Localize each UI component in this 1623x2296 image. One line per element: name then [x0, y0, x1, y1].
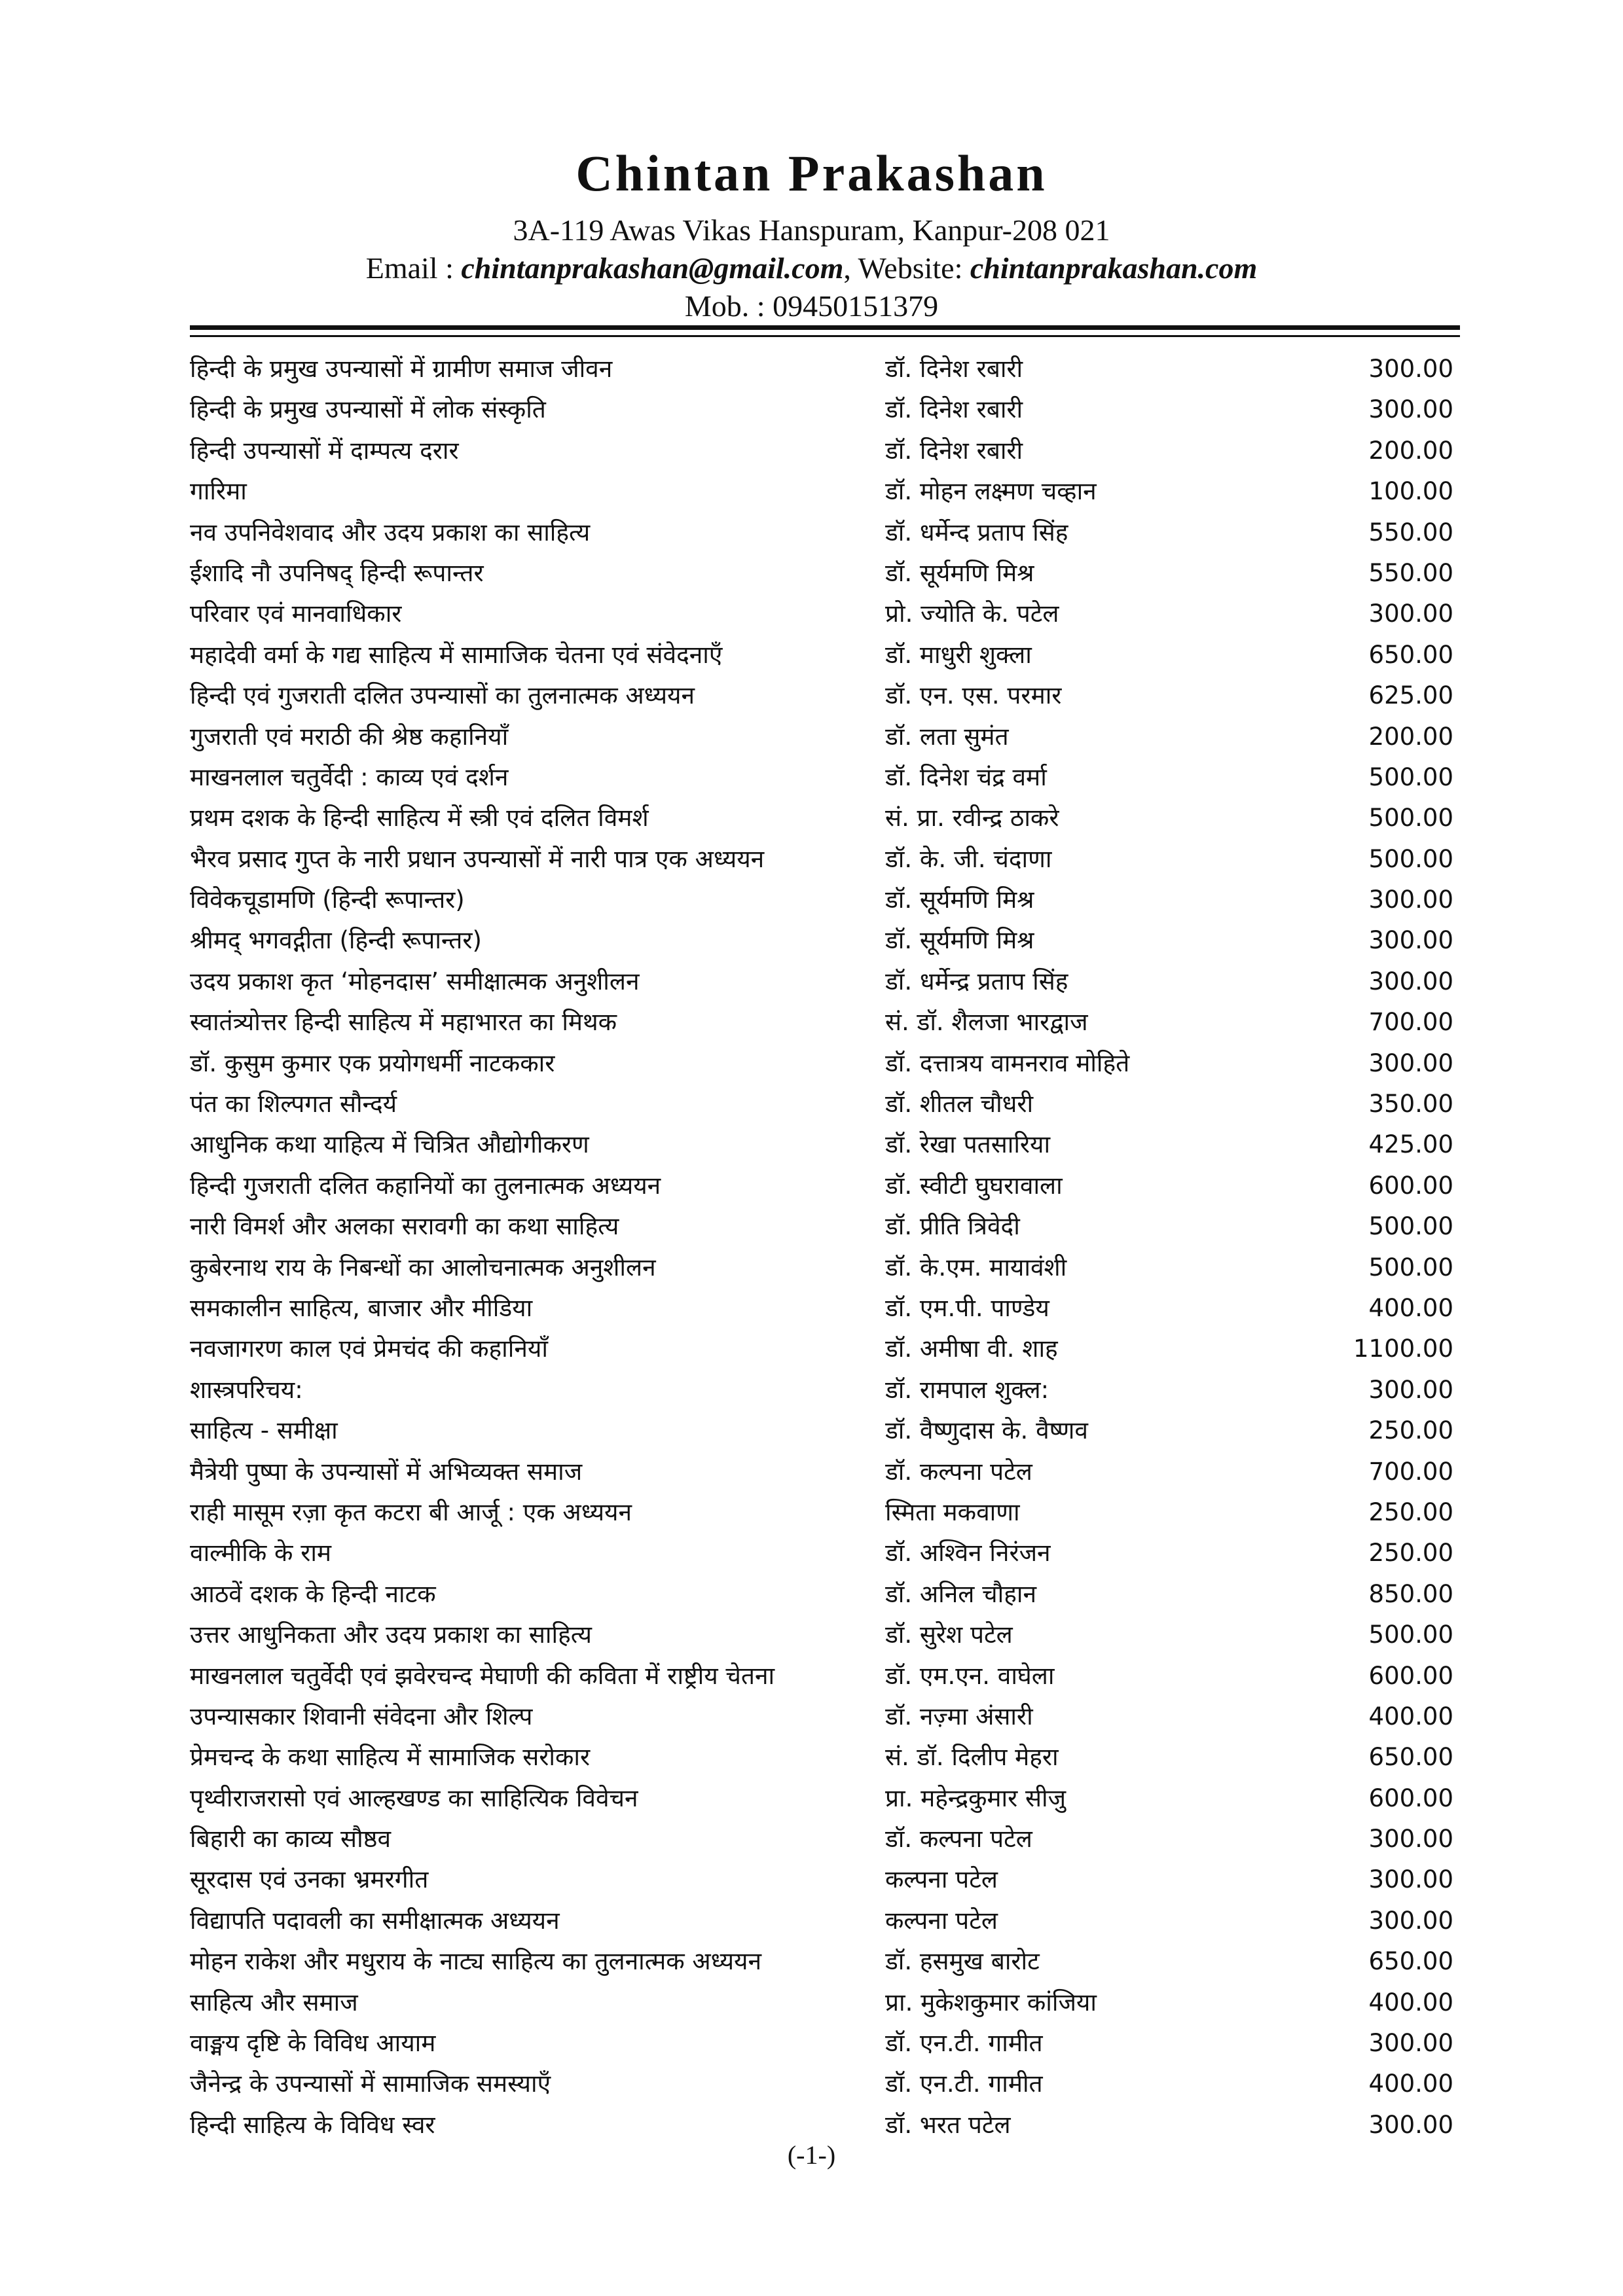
book-row	[190, 839, 1460, 880]
publisher-name: Chintan Prakashan	[575, 145, 1048, 202]
book-title: शास्त्रपरिचय:	[190, 1375, 303, 1404]
book-author: डॉ. भरत पटेल	[885, 2110, 1011, 2139]
book-price: 850.00	[1368, 1579, 1453, 1608]
book-author: डॉ. अश्विन निरंजन	[885, 1539, 1051, 1568]
book-row	[190, 635, 1460, 675]
book-price: 400.00	[1368, 2070, 1453, 2098]
book-title: हिन्दी साहित्य के विविध स्वर	[190, 2110, 435, 2139]
book-row	[190, 2064, 1460, 2104]
book-row	[190, 2023, 1460, 2064]
book-row	[190, 717, 1460, 757]
book-title: पंत का शिल्पगत सौन्दर्य	[190, 1090, 397, 1119]
book-row	[190, 594, 1460, 634]
book-row	[190, 1370, 1460, 1410]
book-price: 250.00	[1368, 1539, 1453, 1568]
book-price: 400.00	[1368, 1293, 1453, 1322]
book-title: सूरदास एवं उनका भ्रमरगीत	[190, 1865, 429, 1894]
book-author: डॉ. मोहन लक्ष्मण चव्हान	[885, 477, 1097, 506]
contact-line	[0, 249, 1623, 287]
book-title: माखनलाल चतुर्वेदी : काव्य एवं दर्शन	[190, 762, 509, 791]
book-author: डॉ. वैष्णुदास के. वैष्णव	[885, 1416, 1088, 1445]
book-author: डॉ. दिनेश रबारी	[885, 395, 1023, 424]
book-author: डॉ. सूर्यमणि मिश्र	[885, 886, 1034, 914]
book-list	[190, 349, 1460, 2145]
book-author: डॉ. दिनेश रबारी	[885, 355, 1023, 383]
book-author: डॉ. एम.एन. वाघेला	[885, 1661, 1055, 1690]
book-author: स्मिता मकवाणा	[885, 1498, 1020, 1526]
publisher-address: 3A-119 Awas Vikas Hanspuram, Kanpur-208 021	[513, 213, 1110, 247]
book-price: 500.00	[1368, 762, 1453, 791]
book-title: परिवार एवं मानवाधिकार	[190, 600, 402, 628]
book-row	[190, 1002, 1460, 1043]
book-row	[190, 1288, 1460, 1329]
book-price: 250.00	[1368, 1416, 1453, 1445]
book-price: 500.00	[1368, 1621, 1453, 1649]
book-title: जैनेन्द्र के उपन्यासों में सामाजिक समस्याएँ	[190, 2070, 551, 2098]
book-row	[190, 1492, 1460, 1533]
website-address: chintanprakashan.com	[970, 251, 1258, 285]
book-title: हिन्दी एवं गुजराती दलित उपन्यासों का तुलनात्मक अध्ययन	[190, 681, 695, 710]
book-author: डॉ. स्वीटी घुघरावाला	[885, 1171, 1063, 1200]
publisher-header	[0, 141, 1623, 325]
book-title: ईशादि नौ उपनिषद् हिन्दी रूपान्तर	[190, 558, 484, 587]
book-price: 300.00	[1368, 1906, 1453, 1935]
book-title: उदय प्रकाश कृत ‘मोहनदास’ समीक्षात्मक अनुशीलन	[190, 967, 640, 996]
book-row	[190, 1452, 1460, 1492]
book-author: डॉ. धर्मेन्द प्रताप सिंह	[885, 518, 1068, 547]
book-row	[190, 1778, 1460, 1819]
book-author: सं. प्रा. रवीन्द्र ठाकरे	[885, 804, 1059, 833]
book-row	[190, 1206, 1460, 1247]
book-title: हिन्दी गुजराती दलित कहानियों का तुलनात्मक अध्ययन	[190, 1171, 661, 1200]
book-row	[190, 1859, 1460, 1900]
book-price: 300.00	[1368, 1375, 1453, 1404]
book-title: साहित्य - समीक्षा	[190, 1416, 338, 1445]
book-author: डॉ. दिनेश रबारी	[885, 436, 1023, 465]
book-title: स्वातंत्र्योत्तर हिन्दी साहित्य में महाभारत का मिथक	[190, 1008, 617, 1037]
book-title: उत्तर आधुनिकता और उदय प्रकाश का साहित्य	[190, 1621, 592, 1649]
book-title: मैत्रेयी पुष्पा के उपन्यासों में अभिव्यक्त समाज	[190, 1457, 583, 1486]
website-label: Website:	[858, 251, 970, 285]
book-price: 200.00	[1368, 722, 1453, 751]
book-price: 400.00	[1368, 1988, 1453, 2017]
book-row	[190, 1615, 1460, 1655]
book-price: 600.00	[1368, 1661, 1453, 1690]
book-price: 700.00	[1368, 1008, 1453, 1037]
book-title: वाङ्मय दृष्टि के विविध आयाम	[190, 2029, 436, 2058]
book-author: डॉ. लता सुमंत	[885, 722, 1009, 751]
book-author: सं. डॉ. दिलीप मेहरा	[885, 1743, 1059, 1772]
email-label: Email :	[365, 251, 462, 285]
book-row	[190, 1574, 1460, 1615]
book-row	[190, 675, 1460, 716]
book-row	[190, 553, 1460, 594]
book-title: भैरव प्रसाद गुप्त के नारी प्रधान उपन्यासों में नारी पात्र एक अध्ययन	[190, 844, 765, 873]
book-title: हिन्दी के प्रमुख उपन्यासों में ग्रामीण समाज जीवन	[190, 355, 613, 383]
book-row	[190, 920, 1460, 961]
book-price: 550.00	[1368, 558, 1453, 587]
book-row	[190, 1656, 1460, 1696]
book-row	[190, 1901, 1460, 1941]
book-author: डॉ. दत्तात्रय वामनराव मोहिते	[885, 1049, 1130, 1077]
book-author: डॉ. सूर्यमणि मिश्र	[885, 926, 1034, 955]
book-price: 700.00	[1368, 1457, 1453, 1486]
book-price: 650.00	[1368, 1947, 1453, 1976]
book-row	[190, 1410, 1460, 1451]
book-title: गुजराती एवं मराठी की श्रेष्ठ कहानियाँ	[190, 722, 509, 751]
book-author: डॉ. दिनेश चंद्र वर्मा	[885, 762, 1047, 791]
book-title: महादेवी वर्मा के गद्य साहित्य में सामाजिक चेतना एवं संवेदनाएँ	[190, 640, 723, 669]
book-price: 300.00	[1368, 926, 1453, 955]
book-row	[190, 1737, 1460, 1778]
book-author: कल्पना पटेल	[885, 1865, 998, 1894]
book-price: 425.00	[1368, 1130, 1453, 1159]
book-row	[190, 1819, 1460, 1859]
book-price: 300.00	[1368, 1865, 1453, 1894]
book-author: डॉ. अनिल चौहान	[885, 1579, 1036, 1608]
book-row	[190, 1696, 1460, 1737]
book-title: श्रीमद् भगवद्गीता (हिन्दी रूपान्तर)	[190, 926, 482, 955]
book-title: नव उपनिवेशवाद और उदय प्रकाश का साहित्य	[190, 518, 591, 547]
book-author: डॉ. नज़्मा अंसारी	[885, 1702, 1033, 1731]
book-row	[190, 798, 1460, 838]
book-title: गारिमा	[190, 477, 247, 506]
book-title: राही मासूम रज़ा कृत कटरा बी आर्जू : एक अध्ययन	[190, 1498, 632, 1526]
book-row	[190, 431, 1460, 471]
book-price: 600.00	[1368, 1784, 1453, 1812]
book-price: 350.00	[1368, 1090, 1453, 1119]
book-author: डॉ. एन.टी. गामीत	[885, 2070, 1043, 2098]
book-title: विवेकचूडामणि (हिन्दी रूपान्तर)	[190, 886, 465, 914]
book-title: आठवें दशक के हिन्दी नाटक	[190, 1579, 436, 1608]
book-row	[190, 1043, 1460, 1084]
book-title: बिहारी का काव्य सौष्ठव	[190, 1825, 392, 1854]
book-author: कल्पना पटेल	[885, 1906, 998, 1935]
book-row	[190, 880, 1460, 920]
book-author: डॉ. धर्मेन्द्र प्रताप सिंह	[885, 967, 1068, 996]
book-title: हिन्दी उपन्यासों में दाम्पत्य दरार	[190, 436, 459, 465]
book-title: साहित्य और समाज	[190, 1988, 358, 2017]
book-row	[190, 1084, 1460, 1124]
book-title: प्रथम दशक के हिन्दी साहित्य में स्त्री एवं दलित विमर्श	[190, 804, 649, 833]
book-title: वाल्मीकि के राम	[190, 1539, 332, 1568]
book-price: 300.00	[1368, 395, 1453, 424]
book-title: प्रेमचन्द के कथा साहित्य में सामाजिक सरोकार	[190, 1743, 591, 1772]
contact-separator: ,	[843, 251, 858, 285]
book-price: 300.00	[1368, 355, 1453, 383]
book-price: 500.00	[1368, 804, 1453, 833]
book-author: डॉ. कल्पना पटेल	[885, 1457, 1032, 1486]
book-author: डॉ. एन.टी. गामीत	[885, 2029, 1043, 2058]
book-price: 300.00	[1368, 2110, 1453, 2139]
book-row	[190, 512, 1460, 553]
book-title: माखनलाल चतुर्वेदी एवं झवेरचन्द मेघाणी की कविता में राष्ट्रीय चेतना	[190, 1661, 775, 1690]
book-author: डॉ. हसमुख बारोट	[885, 1947, 1040, 1976]
book-title: पृथ्वीराजरासो एवं आल्हखण्ड का साहित्यिक विवेचन	[190, 1784, 638, 1812]
book-title: कुबेरनाथ राय के निबन्धों का आलोचनात्मक अनुशीलन	[190, 1253, 656, 1282]
book-title: विद्यापति पदावली का समीक्षात्मक अध्ययन	[190, 1906, 560, 1935]
header-rule-thin	[190, 335, 1460, 337]
book-row	[190, 961, 1460, 1002]
book-title: डॉ. कुसुम कुमार एक प्रयोगधर्मी नाटककार	[190, 1049, 555, 1077]
book-title: समकालीन साहित्य, बाजार और मीडिया	[190, 1293, 533, 1322]
book-title: हिन्दी के प्रमुख उपन्यासों में लोक संस्कृति	[190, 395, 546, 424]
book-row	[190, 389, 1460, 430]
book-title: उपन्यासकार शिवानी संवेदना और शिल्प	[190, 1702, 533, 1731]
book-row	[190, 1166, 1460, 1206]
book-price: 300.00	[1368, 2029, 1453, 2058]
header-rule-thick	[190, 325, 1460, 330]
book-row	[190, 349, 1460, 389]
book-price: 1100.00	[1353, 1335, 1453, 1363]
book-price: 300.00	[1368, 1825, 1453, 1854]
book-author: डॉ. सूर्यमणि मिश्र	[885, 558, 1034, 587]
book-author: डॉ. कल्पना पटेल	[885, 1825, 1032, 1854]
book-author: डॉ. अमीषा वी. शाह	[885, 1335, 1058, 1363]
book-row	[190, 1982, 1460, 2023]
book-price: 200.00	[1368, 436, 1453, 465]
book-row	[190, 1124, 1460, 1165]
book-row	[190, 1941, 1460, 1982]
book-row	[190, 471, 1460, 512]
book-price: 300.00	[1368, 886, 1453, 914]
book-price: 500.00	[1368, 1212, 1453, 1241]
book-author: डॉ. रेखा पतसारिया	[885, 1130, 1051, 1159]
book-row	[190, 757, 1460, 798]
email-address: chintanprakashan@gmail.com	[461, 251, 844, 285]
book-author: डॉ. रामपाल शुक्ल:	[885, 1375, 1049, 1404]
book-price: 300.00	[1368, 600, 1453, 628]
book-title: नवजागरण काल एवं प्रेमचंद की कहानियाँ	[190, 1335, 548, 1363]
book-price: 500.00	[1368, 1253, 1453, 1282]
book-price: 600.00	[1368, 1171, 1453, 1200]
book-author: प्रो. ज्योति के. पटेल	[885, 600, 1059, 628]
book-author: प्रा. मुकेशकुमार कांजिया	[885, 1988, 1097, 2017]
book-title: आधुनिक कथा याहित्य में चित्रित औद्योगीकरण	[190, 1130, 589, 1159]
book-price: 400.00	[1368, 1702, 1453, 1731]
book-author: डॉ. प्रीति त्रिवेदी	[885, 1212, 1020, 1241]
book-author: डॉ. सुरेश पटेल	[885, 1621, 1013, 1649]
book-price: 500.00	[1368, 844, 1453, 873]
book-row	[190, 1329, 1460, 1369]
book-author: डॉ. एन. एस. परमार	[885, 681, 1062, 710]
book-author: डॉ. के.एम. मायावंशी	[885, 1253, 1067, 1282]
book-price: 650.00	[1368, 640, 1453, 669]
book-author: डॉ. के. जी. चंदाणा	[885, 844, 1052, 873]
book-row	[190, 1247, 1460, 1288]
book-author: सं. डॉ. शैलजा भारद्वाज	[885, 1008, 1088, 1037]
book-price: 650.00	[1368, 1743, 1453, 1772]
book-price: 550.00	[1368, 518, 1453, 547]
book-price: 300.00	[1368, 1049, 1453, 1077]
book-title: नारी विमर्श और अलका सरावगी का कथा साहित्य	[190, 1212, 619, 1241]
book-price: 625.00	[1368, 681, 1453, 710]
book-author: डॉ. माधुरी शुक्ला	[885, 640, 1032, 669]
mobile-number: Mob. : 09450151379	[684, 289, 939, 323]
book-author: डॉ. शीतल चौधरी	[885, 1090, 1034, 1119]
book-price: 100.00	[1368, 477, 1453, 506]
book-author: प्रा. महेन्द्रकुमार सीजु	[885, 1784, 1067, 1812]
book-author: डॉ. एम.पी. पाण्डेय	[885, 1293, 1049, 1322]
page-number: (-1-)	[787, 2140, 836, 2170]
book-price: 300.00	[1368, 967, 1453, 996]
book-price: 250.00	[1368, 1498, 1453, 1526]
book-title: मोहन राकेश और मधुराय के नाट्य साहित्य का तुलनात्मक अध्ययन	[190, 1947, 762, 1976]
book-row	[190, 1533, 1460, 1573]
